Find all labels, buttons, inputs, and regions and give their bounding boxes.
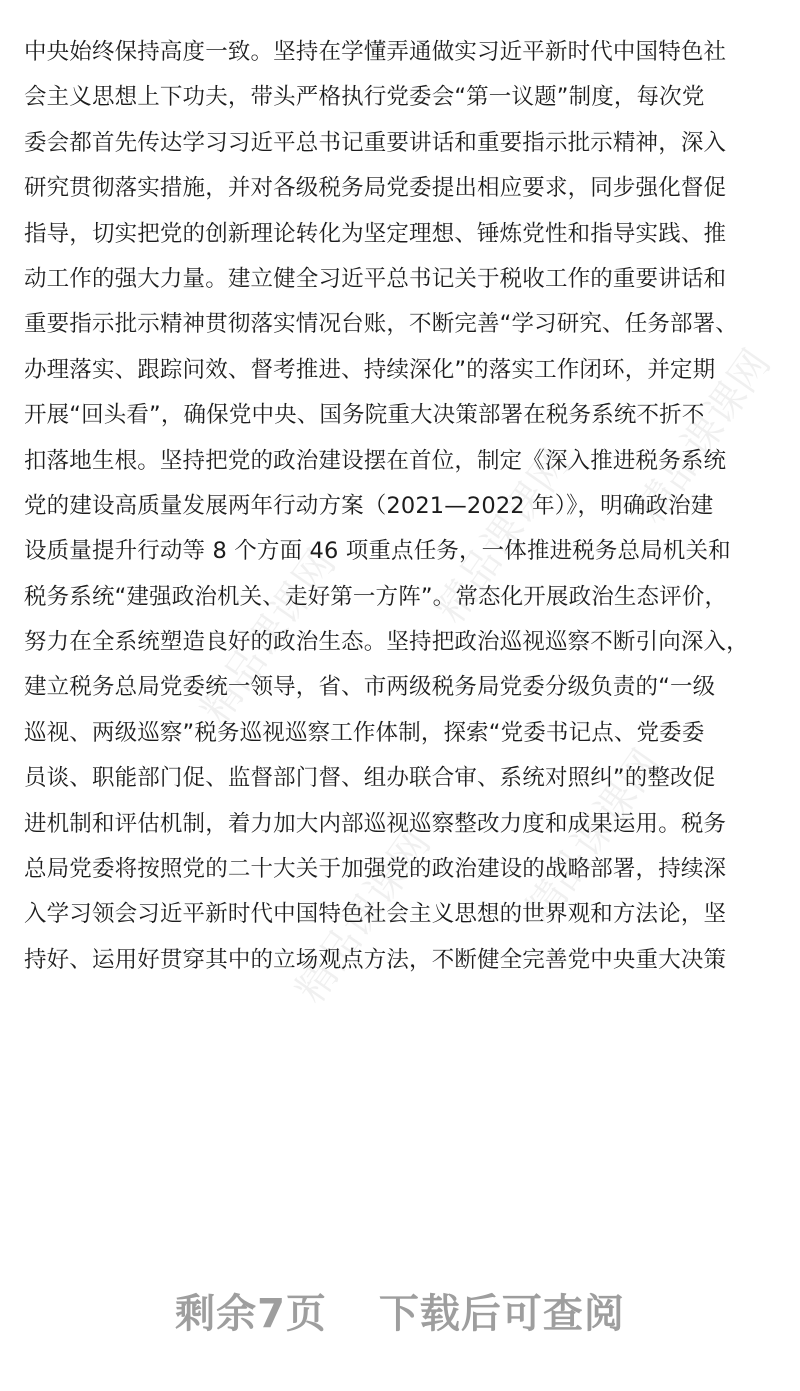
- text-line: 开展“回头看”，确保党中央、国务院重大决策部署在税务系统不折不: [24, 402, 705, 429]
- text-line: 会主义思想上下功夫，带头严格执行党委会“第一议题”制度，每次党: [24, 84, 705, 111]
- watermark: 精品课课网: [517, 741, 670, 932]
- download-prompt-bar[interactable]: [0, 1260, 800, 1360]
- download-to-view-link[interactable]: 下载后可查阅: [378, 1290, 625, 1337]
- watermark: 精品课课网: [627, 341, 780, 532]
- text-line: 重要指示批示精神贯彻落实情况台账，不断完善“学习研究、任务部署、: [24, 311, 738, 338]
- watermark: 精品课课网: [287, 821, 440, 1012]
- text-line: 研究贯彻落实措施，并对各级税务局党委提出相应要求，同步强化督促: [24, 175, 727, 202]
- document-body: [24, 30, 780, 983]
- text-line: 持好、运用好贯穿其中的立场观点方法，不断健全完善党中央重大决策: [24, 946, 727, 973]
- text-line: 办理落实、跟踪问效、督考推进、持续深化”的落实工作闭环，并定期: [24, 356, 716, 383]
- text-line: 设质量提升行动等 8 个方面 46 项重点任务，一体推进税务总局机关和: [24, 538, 731, 565]
- text-line: 进机制和评估机制，着力加大内部巡视巡察整改力度和成果运用。税务: [24, 810, 727, 837]
- text-line: 员谈、职能部门促、监督部门督、组办联合审、系统对照纠”的整改促: [24, 765, 716, 792]
- text-line: 巡视、两级巡察”税务巡视巡察工作体制，探索“党委书记点、党委委: [24, 719, 705, 746]
- text-line: 动工作的强大力量。建立健全习近平总书记关于税收工作的重要讲话和: [24, 265, 727, 292]
- text-line: 税务系统“建强政治机关、走好第一方阵”。常态化开展政治生态评价，: [24, 583, 728, 610]
- text-line: 努力在全系统塑造良好的政治生态。坚持把政治巡视巡察不断引向深入，: [24, 629, 749, 656]
- text-line: 入学习领会习近平新时代中国特色社会主义思想的世界观和方法论，坚: [24, 901, 727, 928]
- text-line: 党的建设高质量发展两年行动方案（2021—2022 年）》，明确政治建: [24, 492, 714, 519]
- text-line: 扣落地生根。坚持把党的政治建设摆在首位，制定《深入推进税务系统: [24, 447, 727, 474]
- watermark: 精品课课网: [192, 541, 345, 732]
- remaining-pages-label: 剩余7页: [175, 1290, 327, 1337]
- text-line: 建立税务总局党委统一领导，省、市两级税务局党委分级负责的“一级: [24, 674, 716, 701]
- text-line: 总局党委将按照党的二十大关于加强党的政治建设的战略部署，持续深: [24, 856, 727, 883]
- text-line: 中央始终保持高度一致。坚持在学懂弄通做实习近平新时代中国特色社: [24, 39, 727, 65]
- text-line: 委会都首先传达学习习近平总书记重要讲话和重要指示批示精神，深入: [24, 129, 727, 156]
- text-line: 指导，切实把党的创新理论转化为坚定理想、锤炼党性和指导实践、推: [24, 220, 727, 247]
- watermark: 精品课课网: [427, 441, 580, 632]
